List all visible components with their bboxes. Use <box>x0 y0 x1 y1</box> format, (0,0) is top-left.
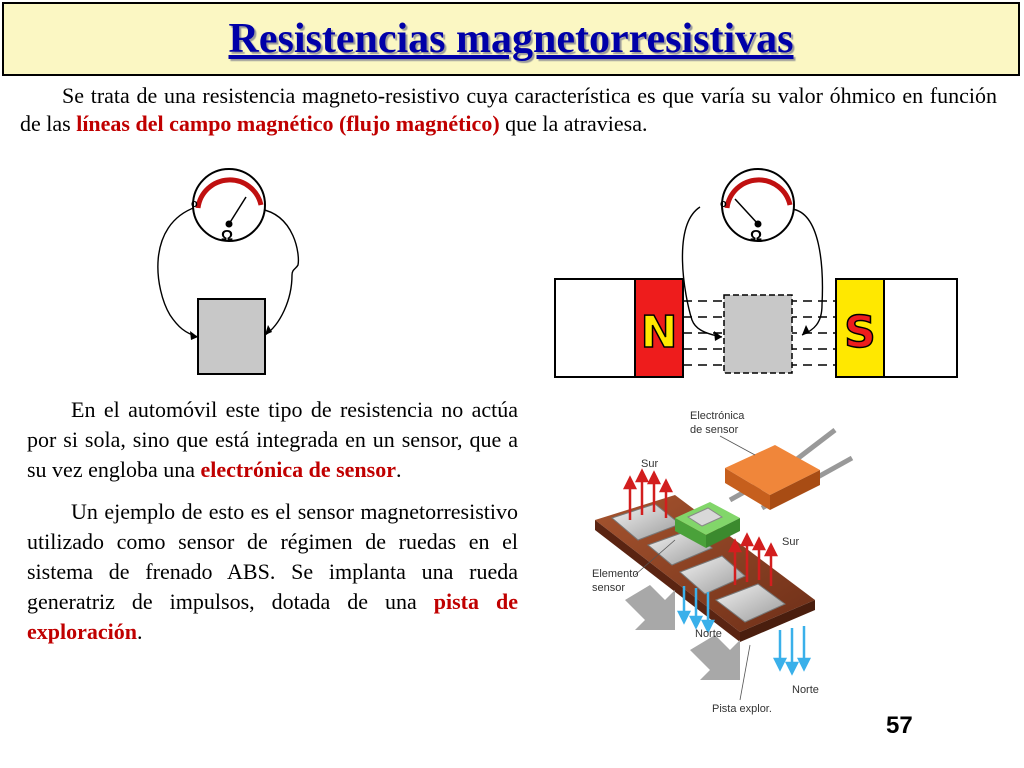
page-number: 57 <box>886 712 913 739</box>
intro-paragraph <box>20 82 997 138</box>
label-electronics-1: Electrónica <box>690 410 745 422</box>
resistor-block <box>198 299 265 374</box>
ohmmeter-icon-2 <box>720 169 794 244</box>
intro-highlight: líneas del campo magnético (flujo magnético) <box>76 111 500 136</box>
meter-zero-2: o <box>720 198 727 210</box>
p1-highlight: electrónica de sensor <box>200 457 396 482</box>
p2-highlight: pista de exploración <box>27 589 518 644</box>
paragraph-automobile <box>27 395 518 485</box>
p1-text-end: . <box>396 457 402 482</box>
intro-text-end: que la atraviesa. <box>499 111 648 136</box>
ohm-symbol: Ω <box>221 227 234 244</box>
text-column <box>27 395 518 659</box>
label-element-1: Elemento <box>592 568 639 580</box>
intro-text: Se trata de una resistencia magneto-resistivo cuya característica es que varía su valor óhmico en función de las <box>20 83 997 136</box>
p1-text: En el automóvil este tipo de resistencia no actúa por si sola, sino que está integrada en un sensor, que a su vez engloba una <box>27 397 518 482</box>
p2-text-end: . <box>137 619 143 644</box>
magnet-south-label: S <box>844 307 876 358</box>
meter-zero: o <box>191 198 198 210</box>
ohmmeter-diagram-magnets <box>552 165 962 380</box>
ohm-symbol-2: Ω <box>750 227 763 244</box>
abs-sensor-illustration <box>580 400 880 718</box>
page-title: Resistencias magnetorresistivas <box>228 16 794 62</box>
title-box <box>2 2 1020 76</box>
p2-text: Un ejemplo de esto es el sensor magnetorresistivo utilizado como sensor de régimen de ruedas en el sistema de frenado ABS. Se implanta una rueda generatriz de impulsos, dotada de una <box>27 499 518 614</box>
magnet-left-body <box>555 279 635 377</box>
label-electronics-2: de sensor <box>690 424 739 436</box>
label-south-mid: Sur <box>782 536 800 548</box>
resistor-block-in-field <box>724 295 792 373</box>
magnet-right-body <box>884 279 957 377</box>
label-element-2: sensor <box>592 582 626 594</box>
label-north-right: Norte <box>792 684 819 696</box>
magnet-north-label: N <box>640 307 678 358</box>
ohmmeter-diagram-no-field <box>150 165 300 380</box>
ohmmeter-icon <box>191 169 265 244</box>
paragraph-abs-example <box>27 497 518 647</box>
label-north-left: Norte <box>695 628 722 640</box>
label-south-top: Sur <box>641 458 659 470</box>
label-track: Pista explor. <box>712 703 772 715</box>
